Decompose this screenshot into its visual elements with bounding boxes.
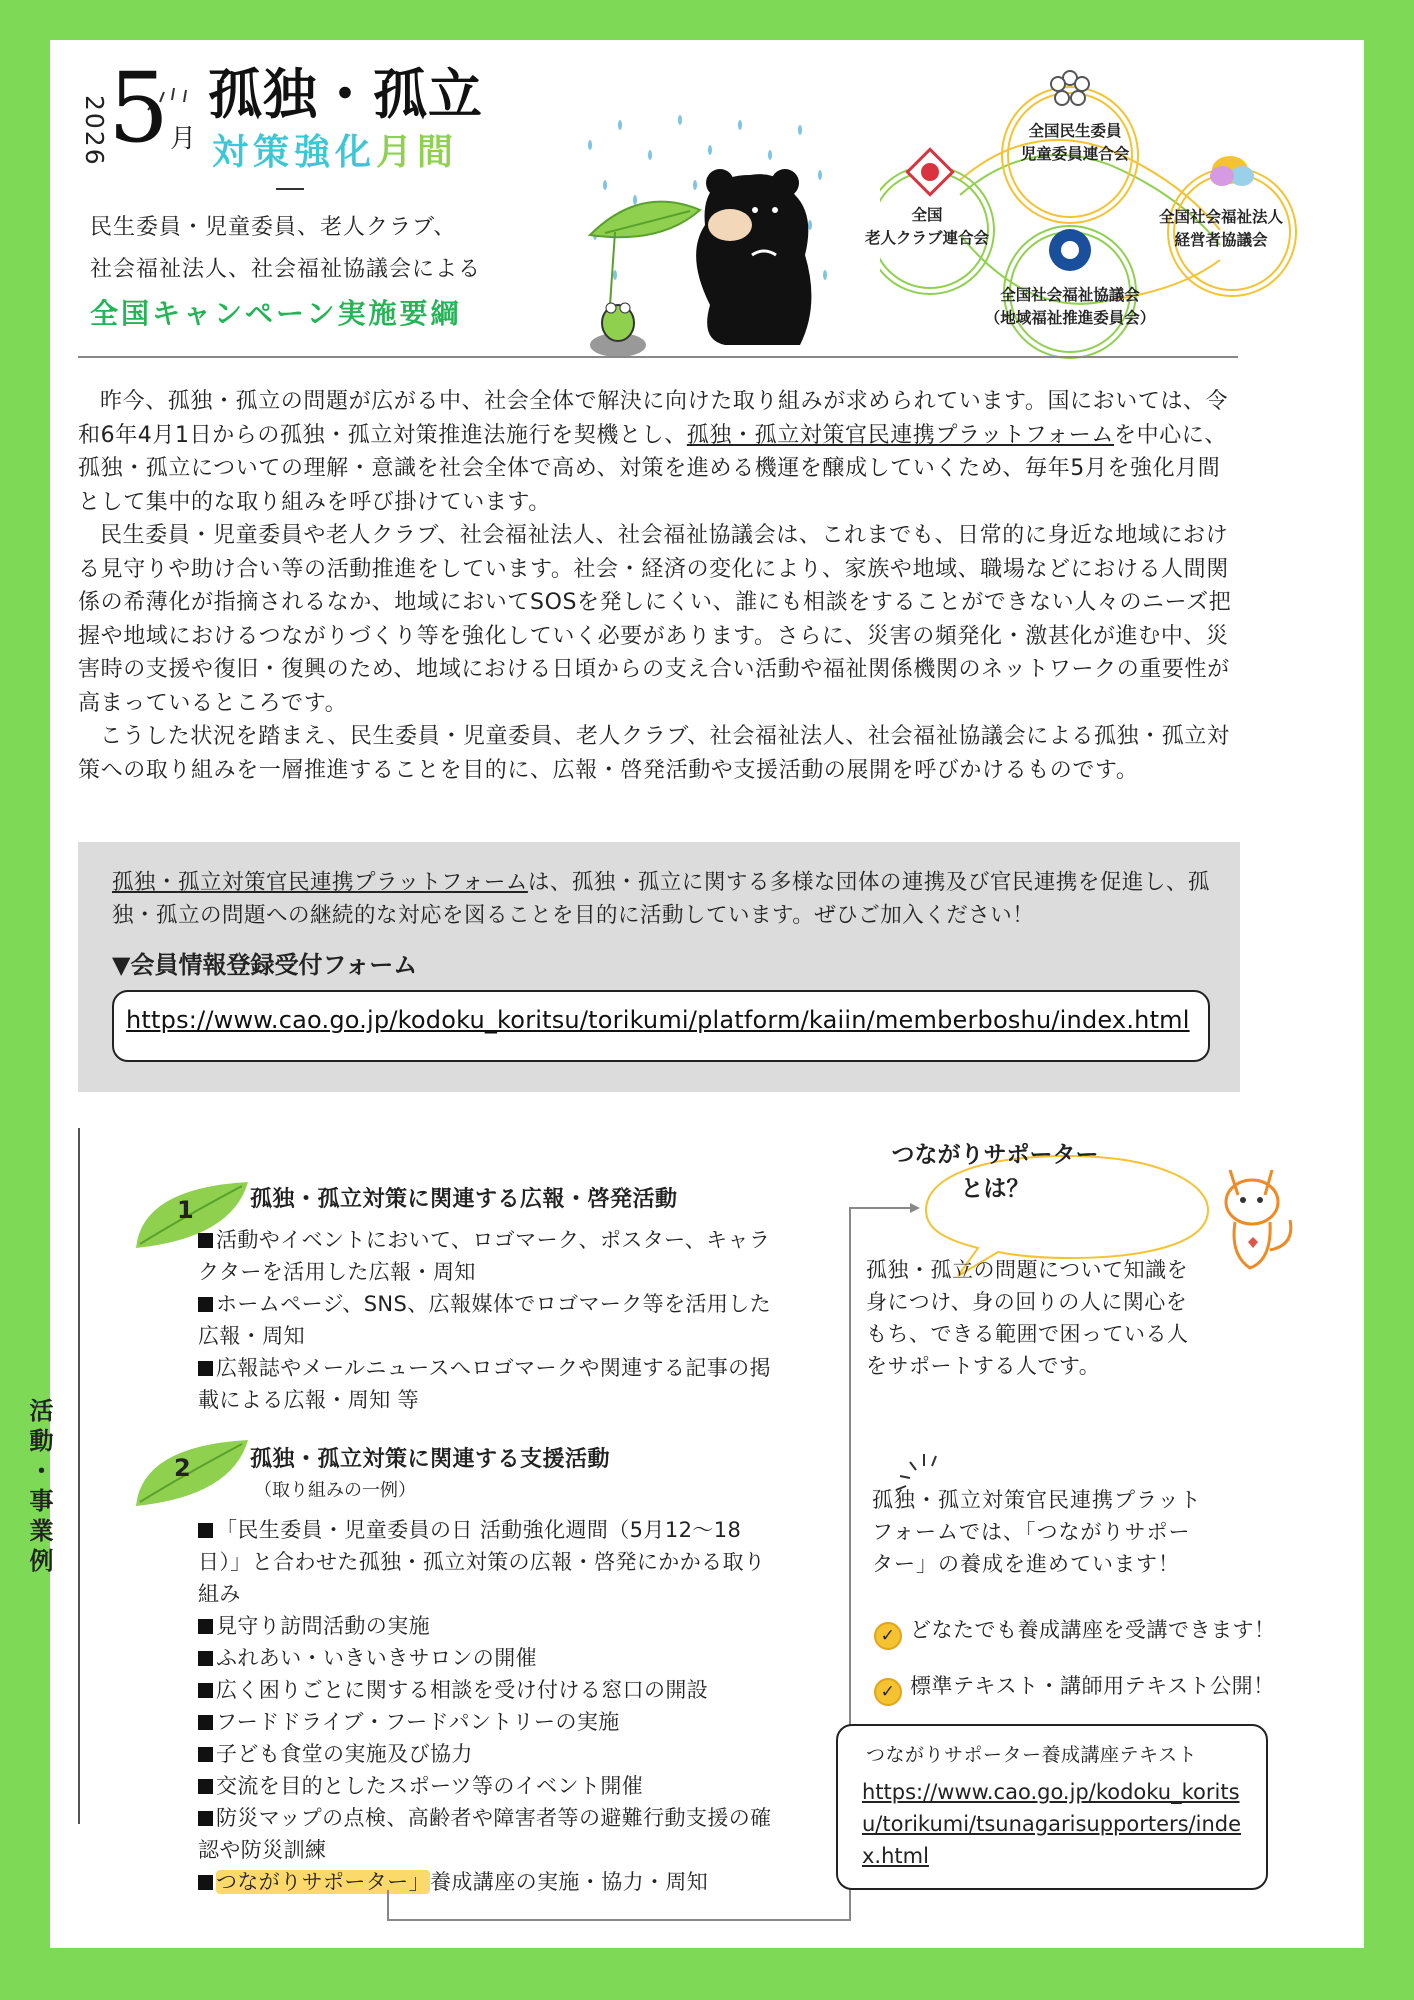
sec1-item-3: 広報誌やメールニュースへロゴマークや関連する記事の掲載による広報・周知 等 <box>198 1356 771 1412</box>
header-divider <box>78 356 1238 358</box>
org-fukushi-houjin: 全国社会福祉法人 経営者協議会 <box>1158 208 1283 249</box>
cat-mascot-illustration <box>1210 1150 1310 1284</box>
title-sub <box>212 124 458 175</box>
title-sub-a: 対策強化 <box>212 132 377 173</box>
sec2-item-2: 見守り訪問活動の実施 <box>198 1610 778 1642</box>
intro-paragraph-3: こうした状況を踏まえ、民生委員・児童委員、老人クラブ、社会福祉法人、社会福祉協議会による孤独・孤立対策への取り組みを一層推進することを目的に、広報・啓発活動や支援活動の展開を呼びかけるものです。 <box>78 724 1230 783</box>
platform-link[interactable]: 孤独・孤立対策官民連携プラットフォーム <box>686 422 1114 448</box>
month-number: 5 <box>108 52 170 164</box>
title-sub-b: 月間 <box>376 132 459 173</box>
title-main: 孤独・孤立 <box>208 63 483 126</box>
title-divider <box>276 188 304 190</box>
sec2-item-5: フードドライブ・フードパントリーの実施 <box>198 1706 778 1738</box>
form-url-link[interactable]: https://www.cao.go.jp/kodoku_koritsu/torikumi/platform/kaiin/memberboshu/index.html <box>126 1006 1190 1034</box>
sec2-item-1: 「民生委員・児童委員の日 活動強化週間（5月12〜18日）」と合わせた孤独・孤立対策の広報・啓発にかかる取り組み <box>198 1518 766 1606</box>
sec2-item-8: 防災マップの点検、高齢者や障害者等の避難行動支援の確認や防災訓練 <box>198 1806 772 1862</box>
supporter-highlight: つながりサポーター」 <box>216 1870 430 1894</box>
sec2-item-9: つながりサポーター」養成講座の実施・協力・周知 <box>198 1866 778 1898</box>
supporter-text-heading: つながりサポーター養成講座テキスト <box>866 1744 1198 1766</box>
sec2-item-7: 交流を目的としたスポーツ等のイベント開催 <box>198 1770 778 1802</box>
activities-vertical-rule <box>78 1128 80 1824</box>
subtitle-line2: 社会福祉法人、社会福祉協議会による <box>90 257 482 282</box>
platform-desc-link[interactable]: 孤独・孤立対策官民連携プラットフォーム <box>112 870 528 895</box>
year-label: 2026 <box>80 95 109 167</box>
check-item-2: ✓ 標準テキスト・講師用テキスト公開！ <box>874 1670 1275 1706</box>
check-icon: ✓ <box>874 1678 902 1706</box>
intro-text <box>78 385 1238 787</box>
check-item-1: ✓ どなたでも養成講座を受講できます！ <box>874 1614 1276 1650</box>
org-shakyo: 全国社会福祉協議会 （地域福祉推進委員会） <box>984 286 1156 327</box>
supporter-text-url[interactable]: https://www.cao.go.jp/kodoku_koritsu/torikumi/tsunagarisupporters/index.html <box>862 1780 1242 1868</box>
supporter-description: 孤独・孤立の問題について知識を身につけ、身の回りの人に関心をもち、できる範囲で困っている人をサポートする人です。 <box>866 1258 1189 1378</box>
platform-description: 孤独・孤立対策官民連携プラットフォームは、孤独・孤立に関する多様な団体の連携及び官民連携を促進し、孤独・孤立の問題への継続的な対応を図ることを目的に活動しています。ぜひご加入ください！ <box>112 870 1210 928</box>
intro-paragraph-2: 民生委員・児童委員や老人クラブ、社会福祉法人、社会福祉協議会は、これまでも、日常的に身近な地域における見守りや助け合い等の活動推進をしています。社会・経済の変化により、家族や地域、職場などにおける人間関係の希薄化が指摘されるなか、地域においてSOSを発しにくい、誰にも相談をすることができない人々のニーズ把握や地域におけるつながりづくり等を強化していく必要があります。さらに、災害の頻発化・激甚化が進む中、災害時の支援や復旧・復興のため、地域における日頃からの支え合い活動や福祉関係機関のネットワークの重要性が高まっているところです。 <box>78 523 1232 716</box>
sec2-item-3: ふれあい・いきいきサロンの開催 <box>198 1642 778 1674</box>
subtitle-line1: 民生委員・児童委員、老人クラブ、 <box>90 215 457 240</box>
form-heading: ▼会員情報登録受付フォーム <box>112 951 418 979</box>
check-icon: ✓ <box>874 1622 902 1650</box>
section-2-note: （取り組みの一例） <box>254 1480 416 1501</box>
section-2-number: 2 <box>174 1454 192 1482</box>
platform-supporter-note: 孤独・孤立対策官民連携プラットフォームでは、「つながりサポーター」の養成を進めています！ <box>872 1488 1202 1576</box>
bubble-title: つながりサポーター とは？ <box>891 1142 1099 1202</box>
section-1-number: 1 <box>177 1196 195 1224</box>
activities-side-label: 活動・事業例 <box>25 1398 53 1578</box>
sec1-item-2: ホームページ、SNS、広報媒体でロゴマーク等を活用した広報・周知 <box>198 1292 772 1348</box>
section-2-title: 孤独・孤立対策に関連する支援活動 <box>250 1447 611 1472</box>
sec1-item-1: 活動やイベントにおいて、ロゴマーク、ポスター、キャラクターを活用した広報・周知 <box>198 1228 771 1284</box>
sec2-item-4: 広く困りごとに関する相談を受け付ける窓口の開設 <box>198 1674 778 1706</box>
org-rojin: 全国 老人クラブ連合会 <box>864 206 989 247</box>
org-minsei: 全国民生委員 児童委員連合会 <box>1020 122 1130 163</box>
leaf-badge-2 <box>132 1436 252 1516</box>
section-1-title: 孤独・孤立対策に関連する広報・啓発活動 <box>250 1187 678 1212</box>
month-suffix: 月 <box>170 124 197 154</box>
campaign-title: 全国キャンペーン実施要綱 <box>90 297 462 330</box>
sec2-item-6: 子ども食堂の実施及び協力 <box>198 1738 778 1770</box>
intro-paragraph-1: 昨今、孤独・孤立の問題が広がる中、社会全体で解決に向けた取り組みが求められています。国においては、令和6年4月1日からの孤独・孤立対策推進法施行を契機とし、孤独・孤立対策官民連携プラットフォームを中心に、孤独・孤立についての理解・意識を社会全体で高め、対策を進める機運を醸成していくため、毎年5月を強化月間として集中的な取り組みを呼び掛けています。 <box>78 389 1229 515</box>
bear-frog-illustration <box>580 105 830 369</box>
